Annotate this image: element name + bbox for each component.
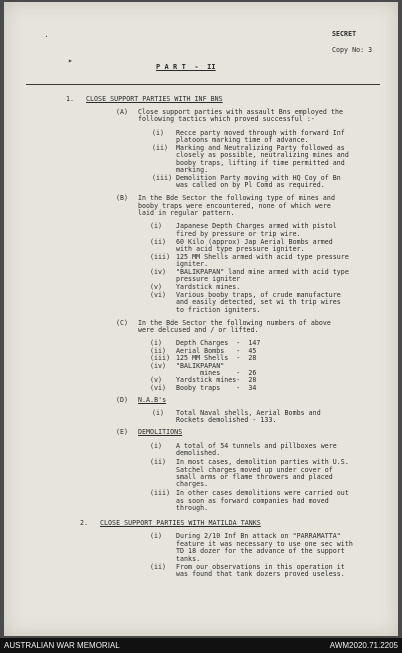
part-title: P A R T - II (156, 63, 216, 71)
footer-institution: AUSTRALIAN WAR MEMORIAL (4, 641, 120, 650)
item-text: Rockets demolished - 133. (176, 416, 277, 424)
subsection-label: (D) (116, 396, 129, 405)
item-number: (ii) (150, 346, 167, 355)
item-text: through. (176, 504, 209, 512)
item-number: (i) (152, 128, 165, 137)
archive-footer (0, 638, 402, 653)
subsection-label: (C) (116, 318, 129, 327)
subsection-text: were delcused and / or lifted. (138, 326, 259, 334)
item-text: Aerial Bombs - 45 (176, 346, 257, 355)
classification-label: SECRET (332, 30, 357, 38)
item-text: "BALIKPAPAN" (176, 361, 225, 370)
subsection-text: In the Bde Sector the following numbers of above (138, 318, 331, 327)
section-number: 2. (80, 518, 89, 527)
item-text: igniter. (176, 260, 209, 269)
item-text: 125 MM Shells armed with acid type pressure (176, 252, 349, 261)
item-text: Total Naval shells, Aerial Bombs and (176, 408, 321, 417)
divider-line (26, 84, 380, 85)
item-text: mines - 26 (176, 369, 257, 377)
item-text: closely as possible, neutralizing mines and (176, 151, 349, 160)
item-text: fired by pressure or trip wire. (176, 229, 301, 238)
item-number: (v) (150, 283, 163, 292)
item-number: (i) (150, 339, 163, 348)
item-text: platoons marking time of advance. (176, 136, 309, 145)
item-text: pressure igniter (176, 275, 241, 284)
item-number: (ii) (150, 562, 167, 571)
section-number: 1. (66, 95, 75, 103)
item-text: In other cases demolitions were carried out (176, 489, 349, 498)
document-page (4, 2, 398, 636)
item-text: A total of 54 tunnels and pillboxes were (176, 441, 337, 450)
item-number: (iii) (150, 489, 171, 498)
item-text: 60 Kilo (approx) Jap Aerial Bombs armed (176, 237, 333, 246)
item-text: small arms or flame throwers and placed (176, 472, 333, 481)
item-number: (ii) (150, 237, 167, 246)
item-text: 125 MM Shells - 28 (176, 354, 257, 363)
subsection-text: following tactics which proved successful :- (138, 115, 315, 124)
item-text: was found that tank dozers proved useless. (176, 570, 345, 579)
item-number: (i) (152, 408, 165, 417)
subsection-text: In the Bde Sector the following type of mines and (138, 194, 335, 203)
item-text: Demolition Party moving with HQ Coy of Bn (176, 174, 341, 182)
item-text: Depth Charges - 147 (176, 339, 261, 348)
subsection-label: (E) (116, 428, 129, 437)
item-text: "BALIKPAPAN" land mine armed with acid type (176, 268, 349, 276)
item-text: was called on by Pl Comd as required. (176, 181, 325, 190)
item-text: to friction igniters. (176, 305, 261, 314)
item-text: charges. (176, 480, 209, 489)
item-text: Various booby traps, of crude manufacture (176, 291, 341, 299)
item-text: In most cases, demolition parties with U.S. (176, 458, 349, 467)
item-text: Booby traps - 34 (176, 383, 257, 392)
copy-number: Copy No: 3 (332, 46, 373, 54)
item-number: (iv) (150, 361, 167, 370)
item-number: (vi) (150, 291, 167, 299)
item-text: with acid type pressure igniter. (176, 245, 305, 253)
item-number: (ii) (152, 144, 169, 152)
item-text: TD 18 dozer for the advance of the support (176, 547, 345, 556)
item-number: (ii) (150, 458, 167, 467)
subsection-text: booby traps were encountered, none of which were (138, 201, 331, 210)
item-number: (iii) (150, 354, 171, 363)
item-text: tanks. (176, 554, 201, 563)
subsection-text: laid in regular pattern. (138, 209, 235, 217)
item-number: (iii) (152, 174, 173, 182)
item-number: (i) (150, 532, 163, 541)
subsection-label: (A) (116, 108, 129, 116)
item-text: Satchel charges moved up under cover of (176, 465, 333, 474)
punch-mark: ▸ (68, 56, 73, 65)
item-text: Marking and Neutralizing Party followed as (176, 144, 345, 152)
item-text: Recce party moved through with forward Inf (176, 128, 345, 137)
punch-mark: · (44, 32, 49, 41)
subsection-label: (B) (116, 194, 129, 203)
section-heading: CLOSE SUPPORT PARTIES WITH MATILDA TANKS (100, 518, 261, 527)
item-text: demolished. (176, 449, 221, 458)
item-text: During 2/10 Inf Bn attack on "PARRAMATTA" (176, 532, 341, 541)
item-text: and easily detected, set wi th trip wires (176, 298, 341, 307)
subsection-text: Close support parties with assault Bns employed the (138, 108, 344, 116)
item-number: (i) (150, 441, 163, 450)
item-number: (v) (150, 376, 163, 385)
item-text: as soon as forward companies had moved (176, 496, 329, 505)
item-text: booby traps, lifting if time permitted and (176, 158, 345, 167)
footer-reference: AWM2020.71.2205 (329, 641, 398, 650)
item-text: From our observations in this operation it (176, 562, 345, 571)
item-text: feature it was necessary to use one sec with (176, 539, 353, 548)
item-text: Yardstick mines. (176, 283, 241, 292)
item-number: (iv) (150, 268, 167, 276)
item-number: (i) (150, 222, 163, 231)
item-number: (vi) (150, 383, 167, 392)
subsection-title: DEMOLITIONS (138, 428, 183, 437)
section-heading: CLOSE SUPPORT PARTIES WITH INF BNS (86, 95, 223, 103)
item-number: (iii) (150, 252, 171, 261)
item-text: marking. (176, 166, 209, 175)
subsection-title: N.A.B's (138, 396, 167, 405)
item-text: Japanese Depth Charges armed with pistol (176, 222, 337, 231)
item-text: Yardstick mines- 28 (176, 376, 257, 385)
